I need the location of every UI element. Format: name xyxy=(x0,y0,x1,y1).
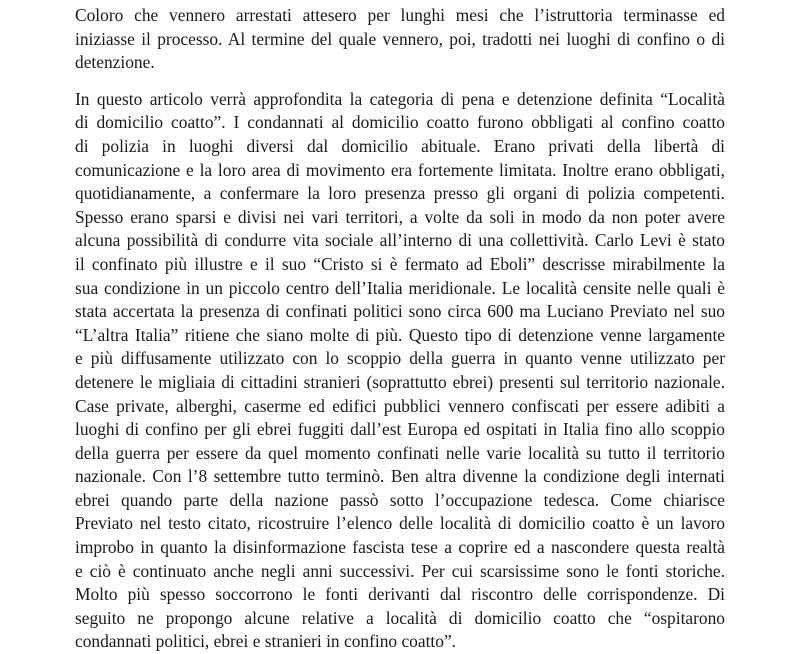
text-line: comunicazione e la loro area di movimento era fortemente limitata. Inoltre erano obbligati, xyxy=(75,159,725,180)
text-line: alcuna possibilità di condurre vita sociale all’interno di una collettività. Carlo Levi è stato xyxy=(75,230,725,251)
text-line: iniziasse il processo. Al termine del quale vennero, poi, tradotti nei luoghi di confino o di xyxy=(75,28,725,49)
paragraph-spacer xyxy=(75,75,725,88)
text-line: detenere le migliaia di cittadini stranieri (soprattutto ebrei) presenti sul territorio nazionale. xyxy=(75,371,725,392)
text-line: In questo articolo verrà approfondita la categoria di pena e detenzione definita “Località xyxy=(75,88,725,109)
text-line: seguito ne propongo alcune relative a località di domicilio coatto che “ospitarono xyxy=(75,607,725,628)
text-line: condannati politici, ebrei e stranieri in confino coatto”. xyxy=(75,631,457,652)
text-line: luoghi di confino per gli ebrei fuggiti dall’est Europa ed ospitati in Italia fino allo scoppio xyxy=(75,419,725,440)
text-line: improbo in quanto la disinformazione fascista tese a coprire ed a nascondere questa realtà xyxy=(75,537,725,558)
paragraph-intro xyxy=(75,4,725,75)
text-line: Case private, alberghi, caserme ed edifici pubblici vennero confiscati per essere adibiti a xyxy=(75,395,725,416)
document-page xyxy=(75,4,725,654)
text-line: Spesso erano sparsi e divisi nei vari territori, a volte da soli in modo da non poter avere xyxy=(75,206,725,227)
text-line: nazionale. Con l’8 settembre tutto terminò. Ben altra divenne la condizione degli internati xyxy=(75,466,725,487)
text-line: stata accertata la presenza di confinati politici sono circa 600 ma Luciano Previato nel suo xyxy=(75,301,725,322)
text-line: e ciò è continuato anche negli anni successivi. Per cui scarsissime sono le fonti storiche. xyxy=(75,560,725,581)
text-line: detenzione. xyxy=(75,52,155,73)
text-line: Previato nel testo citato, ricostruire l’elenco delle località di domicilio coatto è un lavoro xyxy=(75,513,725,534)
text-line: Molto più spesso soccorrono le fonti derivanti dal riscontro delle corrispondenze. Di xyxy=(75,584,725,605)
text-line: della guerra per essere da quel momento confinati nelle varie località su tutto il territorio xyxy=(75,442,725,463)
text-line: e più diffusamente utilizzato con lo scoppio della guerra in quanto venne utilizzato per xyxy=(75,348,725,369)
text-line: ebrei quando parte della nazione passò sotto l’occupazione tedesca. Come chiarisce xyxy=(75,489,725,510)
text-line: di domicilio coatto”. I condannati al domicilio coatto furono obbligati al confino coatto xyxy=(75,112,725,133)
text-line: sua condizione in un piccolo centro dell’Italia meridionale. Le località censite nelle quali è xyxy=(75,277,725,298)
text-line: “L’altra Italia” ritiene che siano molte di più. Questo tipo di detenzione venne largamente xyxy=(75,324,725,345)
text-line: Coloro che vennero arrestati attesero per lunghi mesi che l’istruttoria terminasse ed xyxy=(75,5,725,25)
text-line: il confinato più illustre e il suo “Cristo si è fermato ad Eboli” descrisse mirabilmente la xyxy=(75,253,725,274)
paragraph-body xyxy=(75,88,725,654)
text-line: di polizia in luoghi diversi dal domicilio abituale. Erano privati della libertà di xyxy=(75,135,725,156)
text-line: quotidianamente, a confermare la loro presenza presso gli organi di polizia competenti. xyxy=(75,183,725,204)
